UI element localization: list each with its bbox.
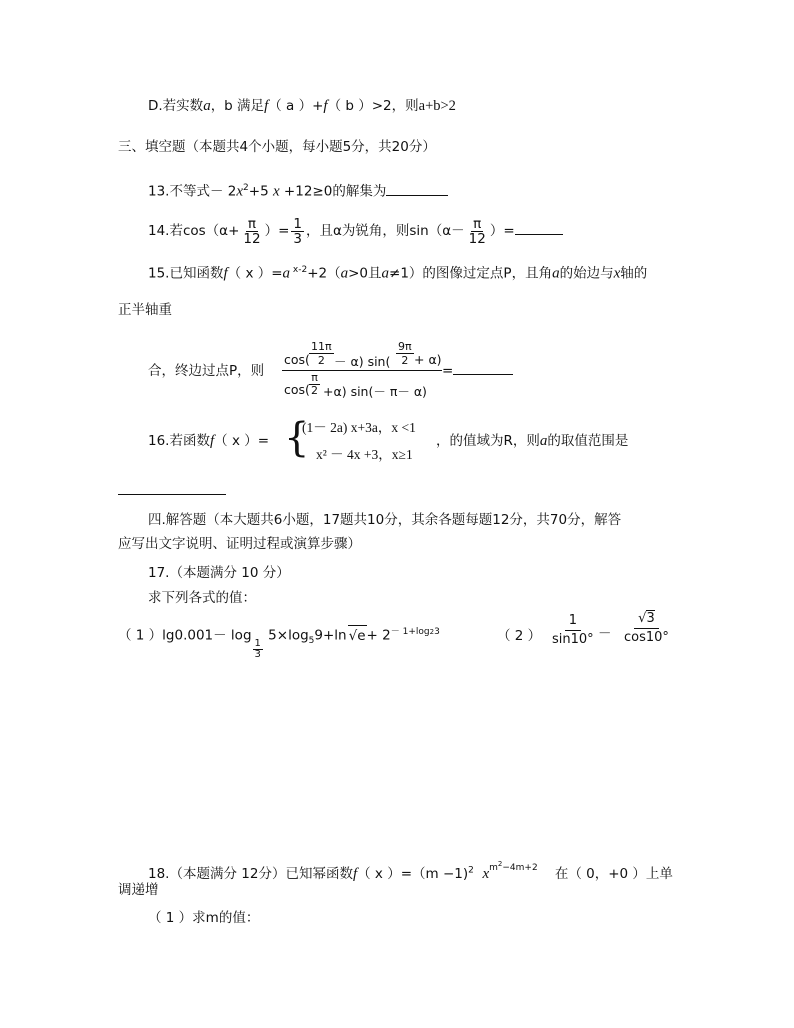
- answer-blank[interactable]: [386, 194, 448, 196]
- fraction-sqrt3-cos10: √3 cos10°: [624, 611, 669, 645]
- option-d: D.若实数a，b 满足f（ a ）+f（ b ）>2，则a+b>2: [148, 98, 456, 114]
- piecewise-row-2: x² － 4x +3，x≥1: [316, 447, 413, 462]
- fraction-pi-12: $\frac{\pi}{12}$: [243, 215, 261, 247]
- trig-numerator: cos( 11π 2 － α) sin( 9π 2 + α): [284, 340, 442, 369]
- question-18-part-1: （ 1 ）求m的值：: [148, 910, 260, 926]
- section-4-heading-cont: 应写出文字说明、证明过程或演算步骤）: [118, 536, 361, 552]
- question-14: 14.若cos（α+ $\frac{\pi}{12}$ ）= $\frac{1}{3}$ ，且α为锐角，则sin（α－ $\frac{\pi}{12}$ ）=: [148, 214, 563, 248]
- answer-blank[interactable]: [515, 233, 563, 235]
- equals: =: [442, 361, 513, 381]
- question-16-tail: ，的值域为R，则a的取值范围是: [436, 433, 629, 449]
- section-4-heading: 四.解答题（本大题共6小题，17题共10分，其余各题每题12分，共70分，解答: [148, 512, 622, 528]
- question-13: 13.不等式－ $2x^2+5$ x +12≥0的解集为: [148, 178, 448, 202]
- piecewise-row-1: (1－ 2a) x+3a，x <1: [302, 420, 416, 435]
- minus-sign: －: [598, 626, 612, 642]
- fraction-1-3: $\frac{1}{3}$: [293, 215, 302, 247]
- question-18-cont: 调递增: [118, 882, 159, 898]
- section-3-heading: 三、填空题（本题共4个小题，每小题5分，共20分）: [118, 139, 436, 155]
- answer-blank[interactable]: [453, 373, 513, 375]
- sqrt-e: √e: [348, 625, 367, 646]
- question-18: 18.（本题满分 12分）已知幂函数f（ x ）=（m −1)$^2$ $x^{m^2-4m+2}$ 在（ 0，+0 ）上单: [148, 860, 673, 882]
- question-15: 15.已知函数f（ x ）=a $^{x-2}$+2（a>0且a≠1）的图像过定点P，且角a的始边与x轴的: [148, 265, 648, 282]
- question-17-part-2-label: （ 2 ）: [497, 628, 542, 644]
- trig-denominator: cos( π 2 +α) sin(－ π－ α): [284, 371, 427, 399]
- question-17-prompt: 求下列各式的值：: [148, 590, 256, 606]
- question-17: 17.（本题满分 10 分）: [148, 565, 290, 581]
- question-15-cont: 正半轴重: [118, 302, 172, 318]
- piecewise-brace: {: [284, 415, 310, 461]
- question-15-expr-label: 合，终边过点P，则: [148, 363, 265, 379]
- answer-blank-16[interactable]: [118, 494, 226, 495]
- fraction-pi-12-b: $\frac{\pi}{12}$: [468, 215, 486, 247]
- question-16: 16.若函数f（ x ）=: [148, 433, 270, 449]
- fraction-1-sin10: 1 sin10°: [552, 613, 594, 647]
- question-17-part-1: （ 1 ）lg0.001－ log $\frac{1}{3}$ $5\times\log_59+\ln$ $√e+ 2^{- 1+log23}$: [118, 622, 440, 660]
